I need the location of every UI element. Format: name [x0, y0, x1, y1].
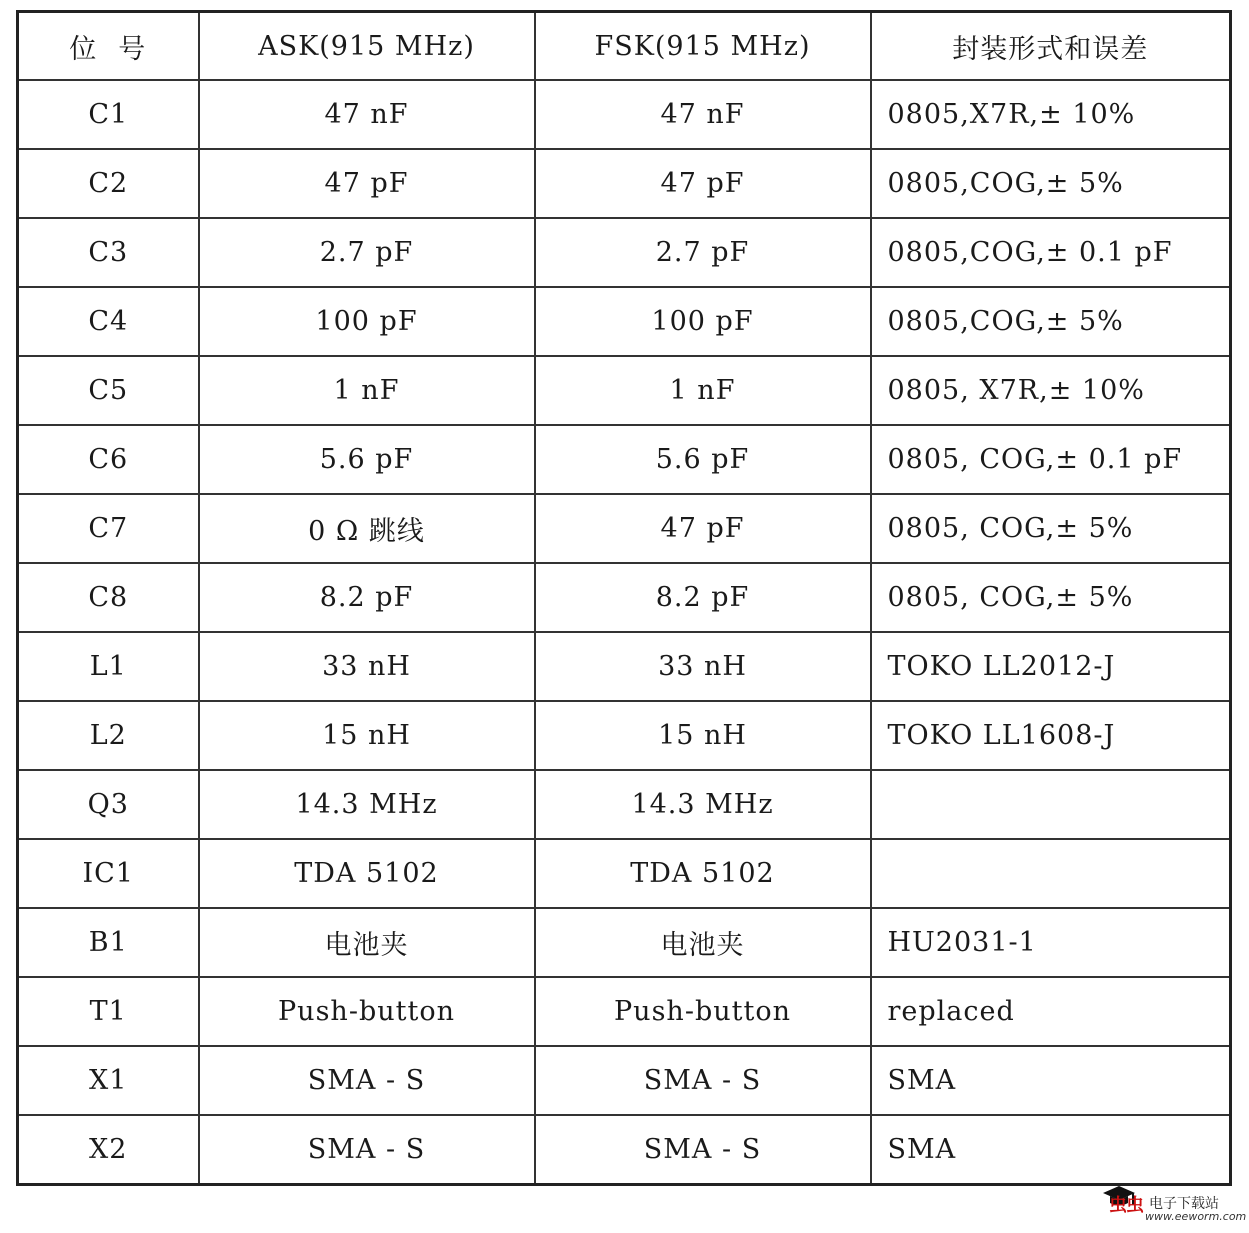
header-position: 位号	[18, 12, 199, 81]
cell-package: 0805, X7R,± 10%	[871, 356, 1231, 425]
cell-position: C1	[18, 80, 199, 149]
cell-fsk: 2.7 pF	[535, 218, 871, 287]
header-fsk: FSK(915 MHz)	[535, 12, 871, 81]
cell-ask: 47 nF	[199, 80, 535, 149]
cell-ask: 14.3 MHz	[199, 770, 535, 839]
cell-package: 0805,COG,± 5%	[871, 287, 1231, 356]
cell-position: C3	[18, 218, 199, 287]
table-row	[18, 632, 1231, 701]
watermark	[1097, 1177, 1247, 1225]
cell-package: 0805, COG,± 5%	[871, 563, 1231, 632]
watermark-url: www.eeworm.com	[1145, 1210, 1247, 1223]
table-row	[18, 287, 1231, 356]
cell-position: C7	[18, 494, 199, 563]
cell-fsk: 5.6 pF	[535, 425, 871, 494]
cell-ask: 8.2 pF	[199, 563, 535, 632]
cell-fsk: 47 pF	[535, 494, 871, 563]
cell-fsk: 8.2 pF	[535, 563, 871, 632]
header-row	[18, 12, 1231, 81]
cell-package: 0805,COG,± 0.1 pF	[871, 218, 1231, 287]
table-header	[18, 12, 1231, 81]
cell-fsk: 电池夹	[535, 908, 871, 977]
cell-ask: TDA 5102	[199, 839, 535, 908]
table-row	[18, 425, 1231, 494]
table-row	[18, 701, 1231, 770]
table-row	[18, 770, 1231, 839]
watermark-brand: 虫虫	[1109, 1195, 1143, 1216]
cell-position: C2	[18, 149, 199, 218]
table-row	[18, 908, 1231, 977]
cell-package: 0805,COG,± 5%	[871, 149, 1231, 218]
cell-package	[871, 770, 1231, 839]
component-table	[16, 10, 1232, 1186]
table-row	[18, 218, 1231, 287]
cell-position: C4	[18, 287, 199, 356]
cell-ask: 47 pF	[199, 149, 535, 218]
cell-fsk: 100 pF	[535, 287, 871, 356]
cell-fsk: 47 pF	[535, 149, 871, 218]
cell-position: L2	[18, 701, 199, 770]
cell-ask: 电池夹	[199, 908, 535, 977]
cell-position: T1	[18, 977, 199, 1046]
cell-position: X1	[18, 1046, 199, 1115]
cell-position: C6	[18, 425, 199, 494]
cell-package: 0805,X7R,± 10%	[871, 80, 1231, 149]
cell-package	[871, 839, 1231, 908]
header-ask: ASK(915 MHz)	[199, 12, 535, 81]
watermark-tagline: 电子下载站	[1149, 1196, 1219, 1212]
cell-fsk: SMA - S	[535, 1115, 871, 1185]
cell-position: IC1	[18, 839, 199, 908]
cell-fsk: 47 nF	[535, 80, 871, 149]
table-row	[18, 80, 1231, 149]
cell-position: Q3	[18, 770, 199, 839]
cell-fsk: 33 nH	[535, 632, 871, 701]
table-row	[18, 1046, 1231, 1115]
cell-package: TOKO LL1608-J	[871, 701, 1231, 770]
cell-ask: 33 nH	[199, 632, 535, 701]
cell-ask: 1 nF	[199, 356, 535, 425]
cell-package: TOKO LL2012-J	[871, 632, 1231, 701]
cell-ask: 5.6 pF	[199, 425, 535, 494]
cell-package: SMA	[871, 1115, 1231, 1185]
table-row	[18, 149, 1231, 218]
table-body	[18, 80, 1231, 1185]
cell-fsk: TDA 5102	[535, 839, 871, 908]
table-row	[18, 839, 1231, 908]
cell-position: C5	[18, 356, 199, 425]
cell-ask: 15 nH	[199, 701, 535, 770]
cell-package: replaced	[871, 977, 1231, 1046]
table-row	[18, 1115, 1231, 1185]
table-row	[18, 563, 1231, 632]
cell-ask: Push-button	[199, 977, 535, 1046]
header-package: 封装形式和误差	[871, 12, 1231, 81]
cell-position: L1	[18, 632, 199, 701]
cell-ask: 100 pF	[199, 287, 535, 356]
table-row	[18, 356, 1231, 425]
cell-fsk: 15 nH	[535, 701, 871, 770]
cell-position: C8	[18, 563, 199, 632]
cell-fsk: 14.3 MHz	[535, 770, 871, 839]
cell-position: B1	[18, 908, 199, 977]
table-row	[18, 977, 1231, 1046]
cell-ask: SMA - S	[199, 1115, 535, 1185]
cell-package: 0805, COG,± 0.1 pF	[871, 425, 1231, 494]
cell-package: HU2031-1	[871, 908, 1231, 977]
table-row	[18, 494, 1231, 563]
cell-ask: 2.7 pF	[199, 218, 535, 287]
cell-package: SMA	[871, 1046, 1231, 1115]
cell-fsk: 1 nF	[535, 356, 871, 425]
cell-ask: SMA - S	[199, 1046, 535, 1115]
cell-fsk: SMA - S	[535, 1046, 871, 1115]
cell-fsk: Push-button	[535, 977, 871, 1046]
cell-position: X2	[18, 1115, 199, 1185]
cell-ask: 0 Ω 跳线	[199, 494, 535, 563]
cell-package: 0805, COG,± 5%	[871, 494, 1231, 563]
